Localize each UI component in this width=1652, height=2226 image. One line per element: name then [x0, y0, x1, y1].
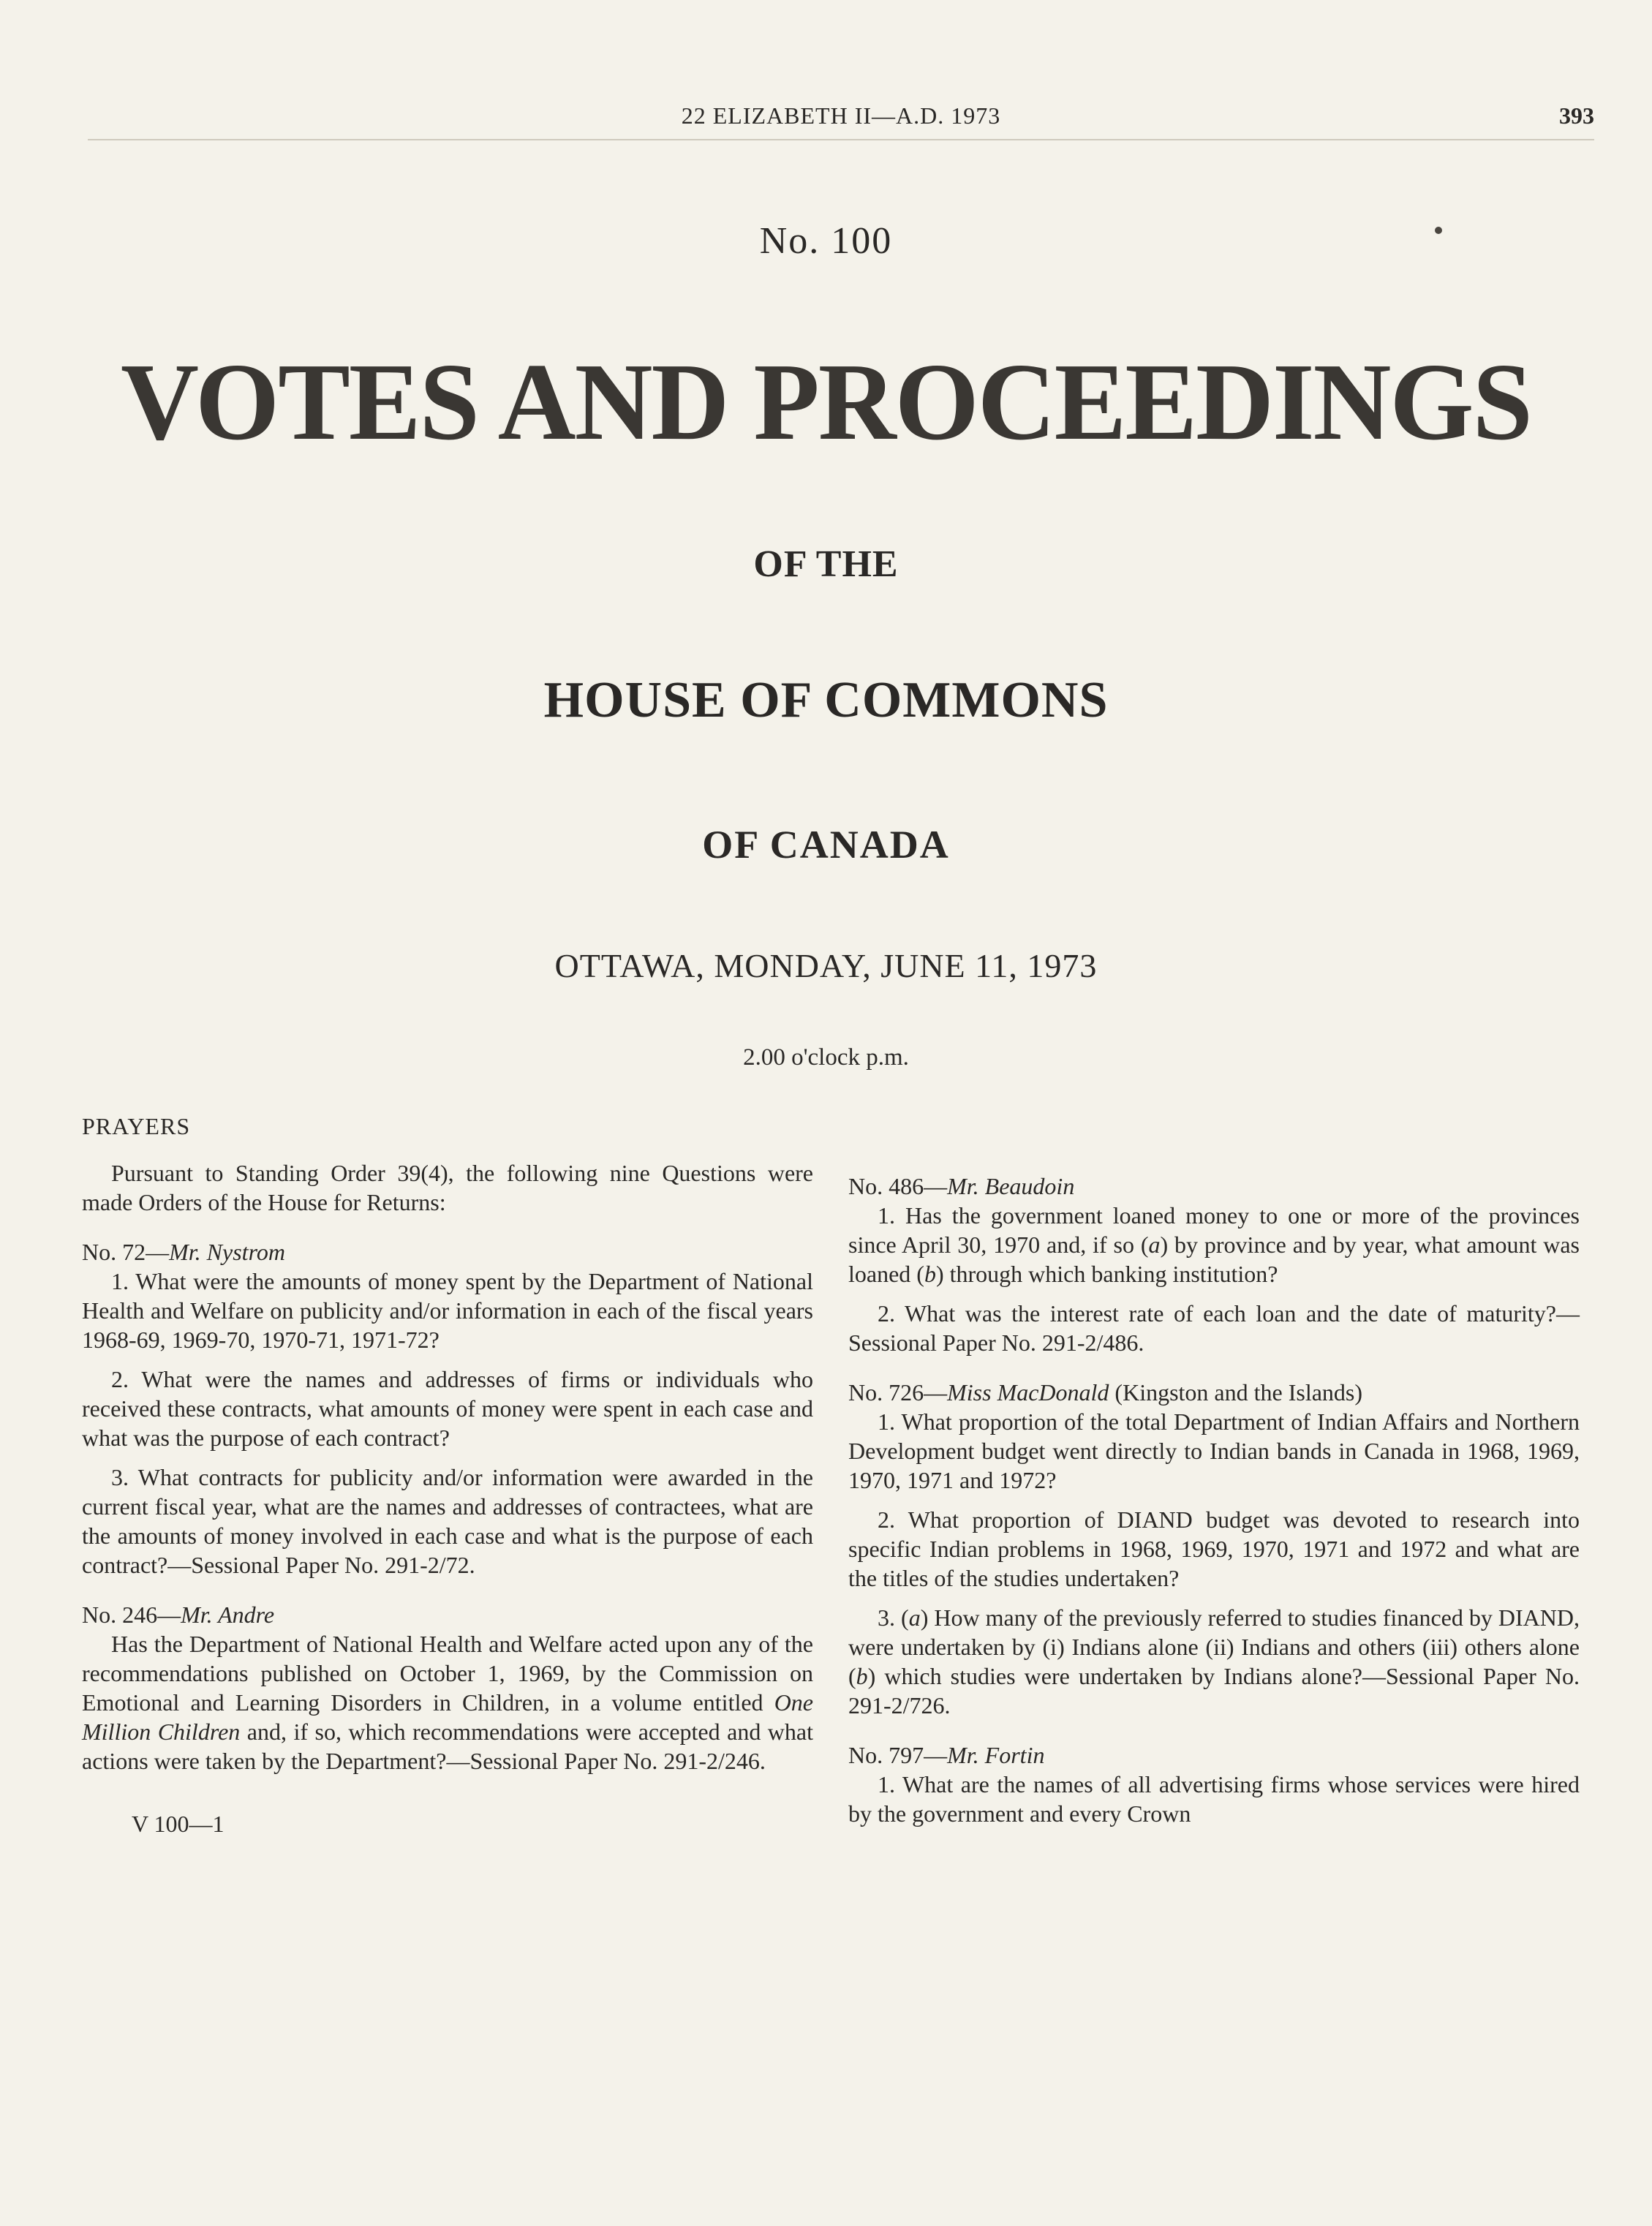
question-72-part-3: 3. What contracts for publicity and/or information were awarded in the current fiscal year, what are the names and addresses of contractees, what are the amounts of money involved in each case and what is the purpose of each contract?—Sessional Paper No. 291-2/72.: [82, 1464, 813, 1578]
question-246-text-a: Has the Department of National Health and Welfare acted upon any of the recommendations published on October 1, 1969, by the Commission on Emotional and Learning Disorders in Children, in a volume entitled: [82, 1631, 813, 1716]
question-72-part-1: 1. What were the amounts of money spent by the Department of National Health and Welfare on publicity and/or information in each of the fiscal years 1968-69, 1969-70, 1970-71, 1971-72?: [82, 1268, 813, 1353]
riding: (Kingston and the Islands): [1109, 1379, 1363, 1406]
masthead-of-canada: OF CANADA: [702, 823, 950, 867]
question-246-text-b: and, if so, which recommendations were accepted and what actions were taken by the Department?—Sessional Paper No. 291-2/246.: [82, 1718, 814, 1774]
question-486-part-1: [848, 1201, 1580, 1289]
member-name: Mr. Fortin: [947, 1742, 1045, 1768]
q486-text-a: 1. Has the government loaned money to one or more of the provinces since April 30, 1970 and, if so (: [848, 1202, 1580, 1258]
question-72-part-2: 2. What were the names and addresses of firms or individuals who received these contracts, what amounts of money were spent in each case and what was the purpose of each contract?: [82, 1366, 813, 1451]
masthead-of-the: OF THE: [753, 543, 899, 585]
right-column: [848, 1172, 1580, 1828]
book-title: One Million Children: [82, 1689, 813, 1745]
question-797-part-1: 1. What are the names of all advertising firms whose services were hired by the government and every Crown: [848, 1771, 1580, 1827]
question-number: No. 726—: [848, 1379, 948, 1406]
signature-code: V 100—1: [132, 1811, 225, 1837]
member-name: Mr. Beaudoin: [947, 1173, 1075, 1199]
question-number: No. 486—: [848, 1173, 948, 1199]
question-726-part-1: 1. What proportion of the total Department of Indian Affairs and Northern Development budget went directly to Indian bands in Canada in 1968, 1969, 1970, 1971 and 1972?: [848, 1408, 1580, 1493]
issue-number: No. 100: [759, 220, 893, 262]
question-72-heading: [82, 1237, 813, 1267]
q726-text-b: ) How many of the previously referred to studies financed by DIAND, were undertaken by (i) Indians alone (ii) Indians and others (iii) others alone (: [848, 1604, 1580, 1689]
question-246-heading: [82, 1600, 813, 1629]
q726-item-b: b: [856, 1663, 868, 1689]
question-486-heading: [848, 1172, 1580, 1201]
q726-text-a: 3. (: [878, 1604, 909, 1631]
member-name: Miss MacDonald: [947, 1379, 1109, 1406]
question-486-part-2: 2. What was the interest rate of each loan and the date of maturity?—Sessional Paper No. 291-2/486.: [848, 1300, 1580, 1356]
running-header: [88, 102, 1594, 140]
q486-text-b: ) by province and by year, what amount was loaned (: [848, 1231, 1580, 1287]
running-title: 22 ELIZABETH II—A.D. 1973: [681, 102, 1001, 129]
question-246-text: [82, 1629, 813, 1776]
question-number: No. 246—: [82, 1601, 181, 1628]
intro-paragraph: Pursuant to Standing Order 39(4), the following nine Questions were made Orders of the House for Returns:: [82, 1160, 813, 1215]
q726-item-a: a: [908, 1604, 921, 1631]
question-726-part-2: 2. What proportion of DIAND budget was devoted to research into specific Indian problems in 1968, 1969, 1970, 1971 and 1972 and what are the titles of the studies undertaken?: [848, 1506, 1580, 1591]
question-726-part-3: [848, 1603, 1580, 1720]
q486-item-a: a: [1148, 1231, 1161, 1258]
masthead-title: VOTES AND PROCEEDINGS: [121, 341, 1531, 464]
q726-text-c: ) which studies were undertaken by Indians alone?—Sessional Paper No. 291-2/726.: [848, 1663, 1580, 1718]
q486-item-b: b: [924, 1261, 936, 1287]
left-column: [82, 1112, 813, 1862]
dateline: OTTAWA, MONDAY, JUNE 11, 1973: [554, 947, 1098, 984]
page-number: 393: [1559, 102, 1594, 129]
member-name: Mr. Andre: [181, 1601, 275, 1628]
q486-text-c: ) through which banking institution?: [935, 1261, 1278, 1287]
question-797-heading: [848, 1740, 1580, 1770]
sitting-time: 2.00 o'clock p.m.: [743, 1044, 909, 1071]
question-number: No. 72—: [82, 1239, 170, 1265]
masthead-house: HOUSE OF COMMONS: [543, 672, 1109, 728]
member-name: Mr. Nystrom: [169, 1239, 285, 1265]
question-726-heading: [848, 1378, 1580, 1407]
question-number: No. 797—: [848, 1742, 948, 1768]
prayers-heading: PRAYERS: [82, 1113, 191, 1139]
